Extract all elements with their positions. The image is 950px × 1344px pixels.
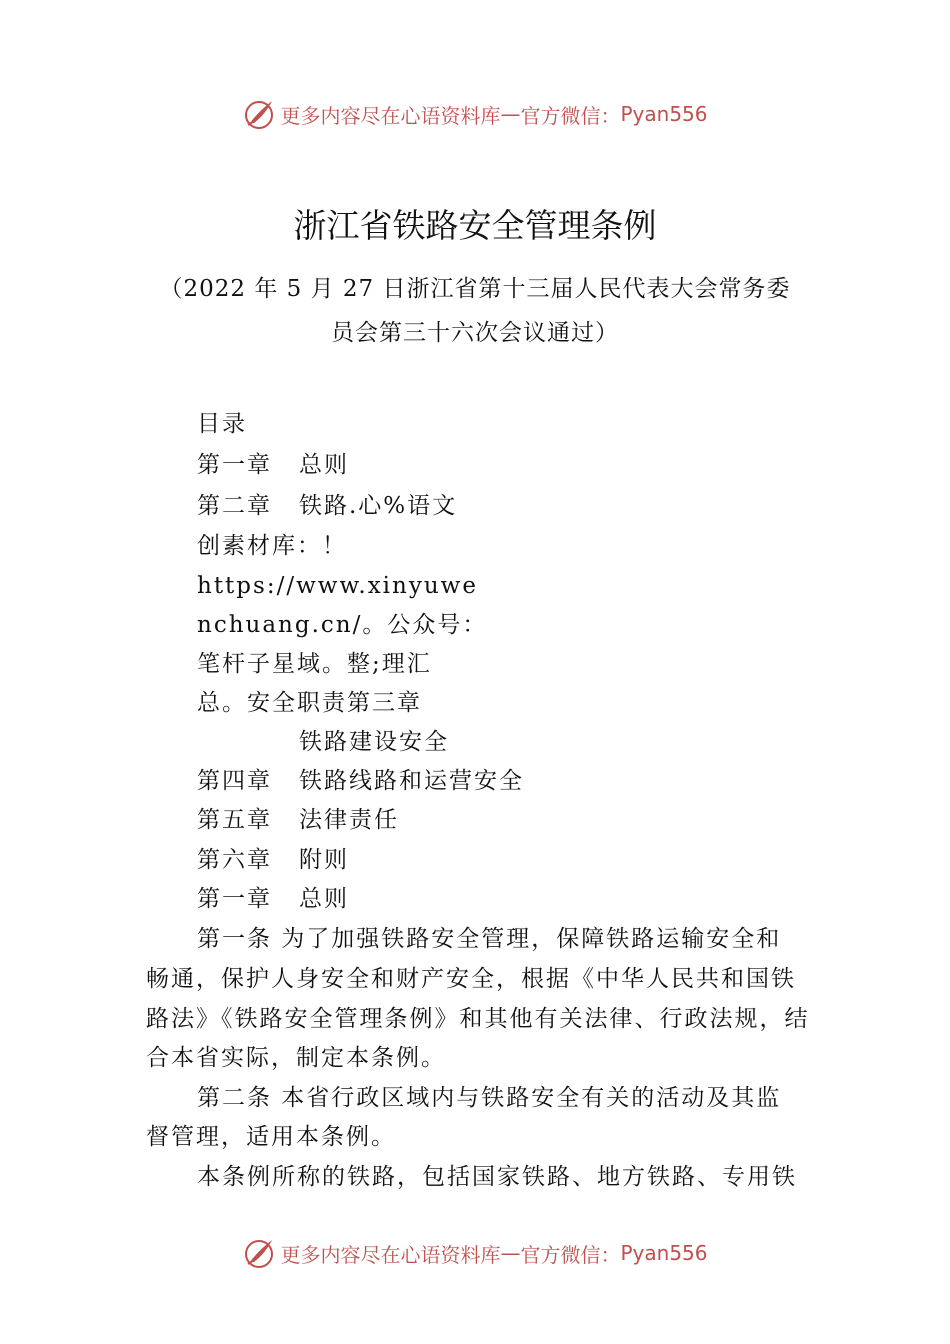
article-2-line: 第二条 本省行政区域内与铁路安全有关的活动及其监 bbox=[197, 1085, 782, 1111]
watermark-dash: — bbox=[500, 1241, 521, 1265]
toc-garbled-line: 笔杆子星域。整;理汇 bbox=[197, 651, 432, 677]
article-2-line: 督管理，适用本条例。 bbox=[146, 1124, 396, 1150]
feather-pen-logo-icon bbox=[242, 1236, 276, 1270]
footer-watermark bbox=[0, 1233, 950, 1273]
toc-garbled-line: nchuang.cn/。公众号： bbox=[197, 612, 488, 638]
article-1-line: 第一条 为了加强铁路安全管理，保障铁路运输安全和 bbox=[197, 926, 782, 952]
toc-chapter-number: 第六章 bbox=[197, 847, 272, 873]
toc-chapter-number: 第二章 bbox=[197, 493, 272, 519]
toc-item-ch4 bbox=[197, 766, 524, 796]
toc-chapter-title: 附则 bbox=[299, 847, 349, 873]
toc-chapter-title: 法律责任 bbox=[299, 807, 399, 833]
toc-garbled-line: 创素材库：！ bbox=[197, 533, 347, 559]
chapter-title: 总则 bbox=[299, 886, 349, 912]
header-watermark bbox=[0, 94, 950, 134]
toc-chapter-title: 铁路.心%语文 bbox=[299, 493, 458, 519]
toc-item-ch1 bbox=[197, 450, 349, 480]
article-1-line: 畅通，保护人身安全和财产安全，根据《中华人民共和国铁 bbox=[146, 966, 796, 992]
document-subtitle-line2: 员会第三十六次会议通过） bbox=[331, 320, 619, 346]
watermark-wechat-id: Pyan556 bbox=[620, 1241, 708, 1265]
toc-garbled-line: 总。安全职责第三章 bbox=[197, 690, 422, 716]
watermark-text: 更多内容尽在心语资料库 bbox=[280, 1242, 501, 1267]
article-1-line: 路法》《铁路安全管理条例》和其他有关法律、行政法规，结 bbox=[146, 1006, 810, 1032]
watermark-wechat-id: Pyan556 bbox=[620, 102, 708, 126]
chapter-heading-ch1 bbox=[197, 884, 349, 914]
toc-chapter-title: 总则 bbox=[299, 452, 349, 478]
article-2-line: 本条例所称的铁路，包括国家铁路、地方铁路、专用铁 bbox=[197, 1164, 797, 1190]
watermark-text: 更多内容尽在心语资料库 bbox=[280, 103, 501, 128]
watermark-wechat-label: 官方微信： bbox=[520, 103, 621, 128]
toc-heading: 目录 bbox=[197, 411, 247, 437]
toc-chapter-title: 铁路线路和运营安全 bbox=[299, 768, 524, 794]
toc-chapter-title: 铁路建设安全 bbox=[299, 729, 449, 755]
toc-chapter-number: 第四章 bbox=[197, 768, 272, 794]
toc-chapter-number: 第一章 bbox=[197, 452, 272, 478]
article-1-line: 合本省实际，制定本条例。 bbox=[146, 1045, 446, 1071]
document-title: 浙江省铁路安全管理条例 bbox=[293, 206, 657, 245]
feather-pen-logo-icon bbox=[242, 97, 276, 131]
toc-chapter-number: 第五章 bbox=[197, 807, 272, 833]
toc-item-ch6 bbox=[197, 845, 349, 875]
watermark-wechat-label: 官方微信： bbox=[520, 1242, 621, 1267]
toc-item-ch5 bbox=[197, 805, 399, 835]
watermark-dash: — bbox=[500, 102, 521, 126]
chapter-number: 第一章 bbox=[197, 886, 272, 912]
toc-item-ch2 bbox=[197, 491, 457, 521]
document-subtitle-line1: （2022 年 5 月 27 日浙江省第十三届人民代表大会常务委 bbox=[159, 276, 791, 302]
toc-garbled-line: https://www.xinyuwe bbox=[197, 573, 478, 599]
